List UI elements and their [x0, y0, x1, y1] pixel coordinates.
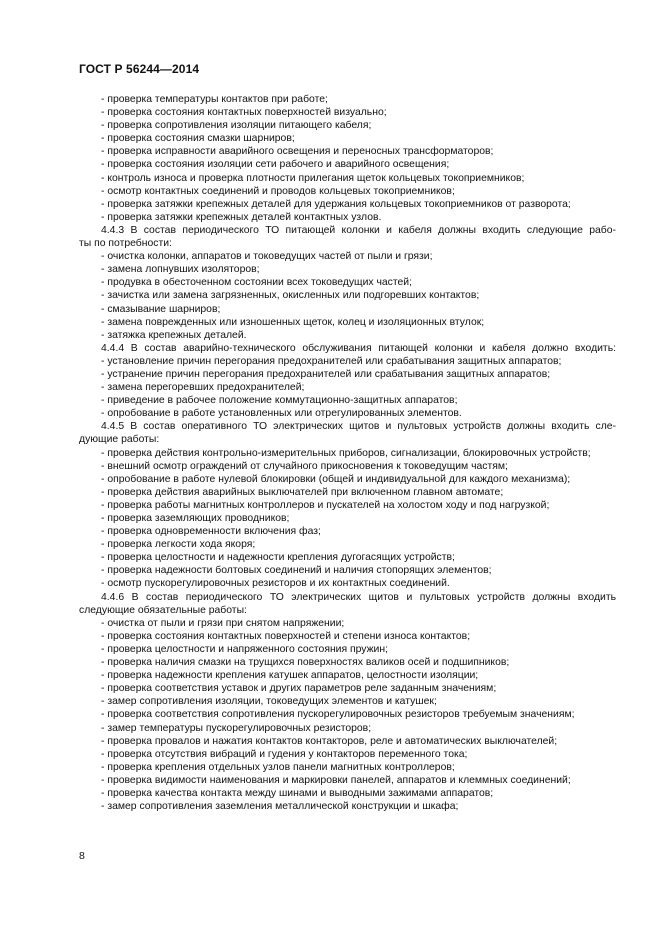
list-item: - замер сопротивления заземления металлической конструкции и шкафа; [101, 801, 459, 813]
list-item: - проверка провалов и нажатия контактов контакторов, реле и автоматических выключателей; [101, 735, 558, 747]
list-item: - замена поврежденных или изношенных щеток, колец и изоляционных втулок; [101, 316, 485, 328]
paragraph-line: 4.4.3 В состав периодического ТО питающей колонки и кабеля должны входить следующие рабо- [101, 224, 616, 236]
list-item: - проверка качества контакта между шинами и выводными зажимами аппаратов; [101, 787, 494, 799]
list-item: - проверка целостности и надежности крепления дугогасящих устройств; [101, 552, 455, 564]
list-item: - проверка видимости наименования и маркировки панелей, аппаратов и клеммных соединений; [101, 774, 571, 786]
list-item: - приведение в рабочее положение коммутационно-защитных аппаратов; [101, 395, 458, 407]
list-item: - проверка надежности болтовых соединений и наличия стопорящих элементов; [101, 565, 492, 577]
list-item: - очистка от пыли и грязи при снятом напряжении; [101, 617, 345, 629]
list-item: - проверка исправности аварийного освещения и переносных трансформаторов; [101, 146, 494, 158]
paragraph-line: ты по потребности: [79, 238, 172, 250]
list-item: - установление причин перегорания предохранителей или срабатывания защитных аппаратов; [101, 355, 562, 367]
list-item: - проверка крепления отдельных узлов панели магнитных контроллеров; [101, 761, 455, 773]
list-item: - проверка температуры контактов при работе; [101, 94, 328, 105]
list-item: - проверка наличия смазки на трущихся поверхностях валиков осей и подшипников; [101, 657, 510, 669]
list-item: - зачистка или замена загрязненных, окисленных или подгоревших контактов; [101, 290, 480, 302]
document-header: ГОСТ Р 56244—2014 [79, 62, 200, 76]
list-item: - внешний осмотр ограждений от случайного прикосновения к токоведущим частям; [101, 460, 508, 472]
list-item: - проверка состояния изоляции сети рабочего и аварийного освещения; [101, 159, 450, 171]
page-number: 8 [79, 850, 85, 862]
list-item: - замер температуры пускорегулировочных резисторов; [101, 722, 372, 734]
list-item: - замена перегоревших предохранителей; [101, 382, 305, 394]
list-item: - продувка в обесточенном состоянии всех токоведущих частей; [101, 277, 412, 289]
list-item: - проверка состояния контактных поверхностей и степени износа контактов; [101, 630, 471, 642]
list-item: - проверка отсутствия вибраций и гудения у контакторов переменного тока; [101, 748, 468, 760]
list-item: - проверка затяжки крепежных деталей для удержания кольцевых токоприемников от разворота; [101, 198, 571, 210]
list-item: - опробование в работе установленных или отрегулированных элементов. [101, 408, 462, 420]
paragraph-line: 4.4.6 В состав периодического ТО электрических щитов и пультовых устройств должны входить [101, 591, 616, 603]
list-item: - проверка сопротивления изоляции питающего кабеля; [101, 120, 372, 132]
list-item: - проверка состояния смазки шарниров; [101, 133, 295, 145]
list-item: - проверка затяжки крепежных деталей контактных узлов. [101, 211, 382, 223]
list-item: - контроль износа и проверка плотности прилегания щеток кольцевых токоприемников; [101, 172, 525, 184]
paragraph-line: дующие работы: [79, 434, 160, 446]
list-item: - проверка работы магнитных контроллеров и пускателей на холостом ходу и под нагрузкой; [101, 499, 550, 511]
list-item: - опробование в работе нулевой блокировки (общей и индивидуальной для каждого механизма); [101, 473, 571, 485]
list-item: - проверка действия аварийных выключателей при включенном главном автомате; [101, 486, 504, 498]
list-item: - проверка соответствия уставок и других параметров реле заданным значениям; [101, 683, 497, 695]
paragraph-line: следующие обязательные работы: [79, 604, 247, 616]
list-item: - устранение причин перегорания предохранителей или срабатывания защитных аппаратов; [101, 368, 551, 380]
paragraph-line: 4.4.5 В состав оперативного ТО электрических щитов и пультовых устройств должны входить сле- [101, 421, 616, 433]
list-item: - затяжка крепежных деталей. [101, 329, 247, 341]
list-item: - смазывание шарниров; [101, 303, 221, 315]
list-item: - проверка надежности крепления катушек аппаратов, целостности изоляции; [101, 670, 479, 682]
list-item: - проверка легкости хода якоря; [101, 539, 256, 551]
list-item: - проверка одновременности включения фаз; [101, 526, 321, 538]
list-item: - проверка действия контрольно-измерительных приборов, сигнализации, блокировочных устройств; [101, 447, 591, 459]
list-item: - проверка заземляющих проводников; [101, 513, 290, 524]
list-item: - проверка соответствия сопротивления пускорегулировочных резисторов требуемым значениям; [101, 709, 575, 721]
document-body [79, 93, 616, 813]
paragraph-line: 4.4.4 В состав аварийно-технического обслуживания питающей колонки и кабеля должно входить: [101, 342, 616, 354]
list-item: - осмотр контактных соединений и проводов кольцевых токоприемников; [101, 185, 455, 197]
list-item: - очистка колонки, аппаратов и токоведущих частей от пыли и грязи; [101, 251, 433, 263]
list-item: - замена лопнувших изоляторов; [101, 264, 260, 276]
list-item: - проверка состояния контактных поверхностей визуально; [101, 107, 387, 119]
list-item: - проверка целостности и напряженного состояния пружин; [101, 643, 388, 655]
list-item: - осмотр пускорегулировочных резисторов и их контактных соединений. [101, 578, 450, 590]
list-item: - замер сопротивления изоляции, токоведущих элементов и катушек; [101, 696, 437, 708]
